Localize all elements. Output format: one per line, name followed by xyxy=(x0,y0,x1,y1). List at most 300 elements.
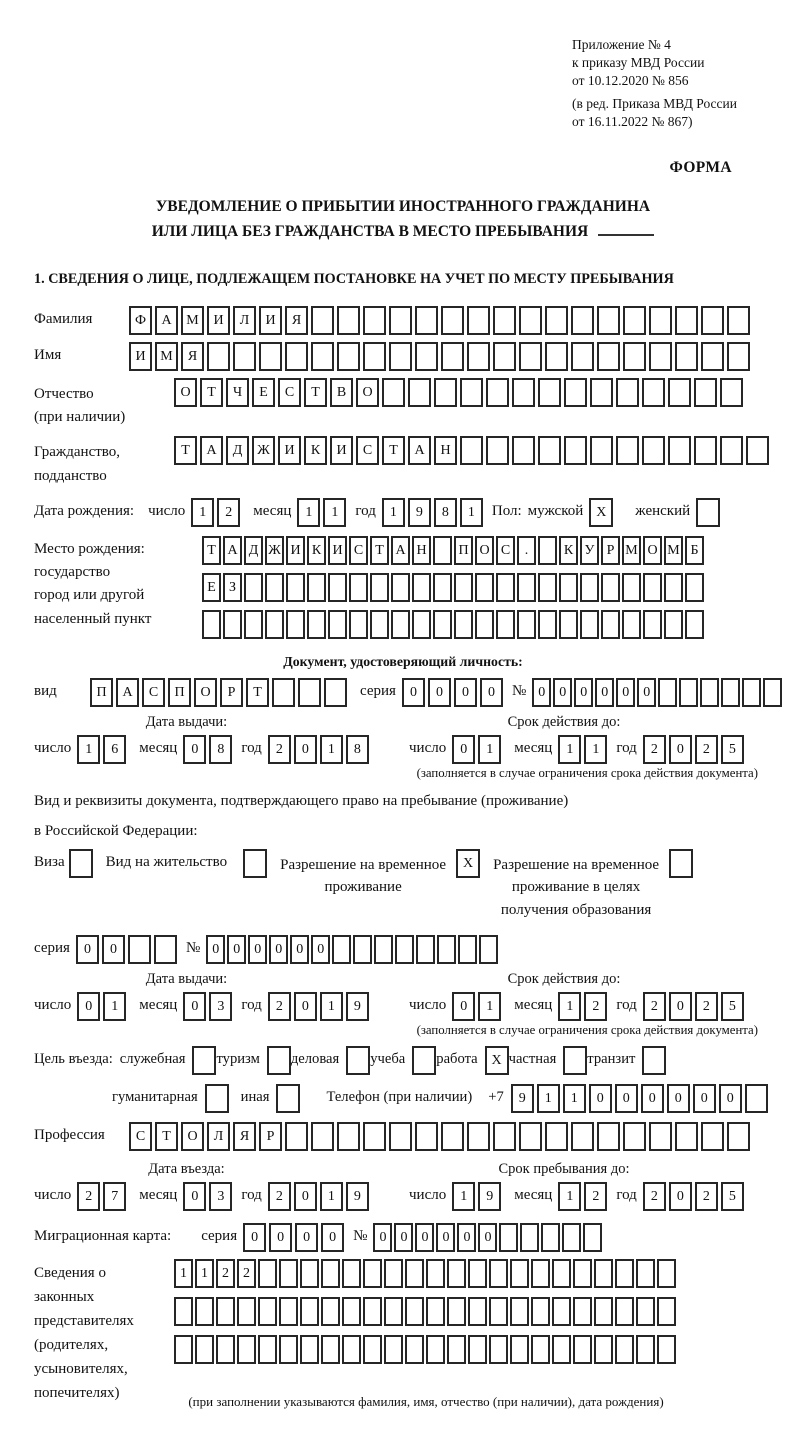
form-cell[interactable] xyxy=(468,1335,487,1364)
form-cell[interactable] xyxy=(616,436,639,465)
form-cell[interactable] xyxy=(538,610,557,639)
form-cell[interactable] xyxy=(405,1335,424,1364)
form-cell[interactable]: 0 xyxy=(719,1084,742,1113)
form-cell[interactable]: Н xyxy=(412,536,431,565)
form-cell[interactable]: 0 xyxy=(183,1182,206,1211)
form-cell[interactable] xyxy=(202,610,221,639)
form-cell[interactable] xyxy=(486,436,509,465)
purpose-transit-checkbox[interactable] xyxy=(642,1046,666,1075)
form-cell[interactable] xyxy=(531,1335,550,1364)
form-cell[interactable] xyxy=(391,610,410,639)
form-cell[interactable] xyxy=(679,678,698,707)
form-cell[interactable] xyxy=(311,342,334,371)
form-cell[interactable]: 2 xyxy=(643,735,666,764)
form-cell[interactable]: И xyxy=(278,436,301,465)
form-cell[interactable] xyxy=(571,342,594,371)
form-cell[interactable] xyxy=(272,678,295,707)
form-cell[interactable] xyxy=(622,610,641,639)
form-cell[interactable] xyxy=(258,1259,277,1288)
form-cell[interactable] xyxy=(559,610,578,639)
form-cell[interactable]: 0 xyxy=(641,1084,664,1113)
form-cell[interactable] xyxy=(321,1259,340,1288)
form-cell[interactable] xyxy=(517,610,536,639)
form-cell[interactable] xyxy=(415,342,438,371)
form-cell[interactable]: И xyxy=(259,306,282,335)
form-cell[interactable] xyxy=(300,1335,319,1364)
form-cell[interactable]: Ч xyxy=(226,378,249,407)
form-cell[interactable]: О xyxy=(174,378,197,407)
form-cell[interactable] xyxy=(426,1259,445,1288)
form-cell[interactable] xyxy=(552,1259,571,1288)
form-cell[interactable]: 0 xyxy=(553,678,572,707)
form-cell[interactable]: К xyxy=(307,536,326,565)
form-cell[interactable]: А xyxy=(408,436,431,465)
form-cell[interactable] xyxy=(244,610,263,639)
form-cell[interactable]: Т xyxy=(174,436,197,465)
form-cell[interactable]: 6 xyxy=(103,735,126,764)
form-cell[interactable] xyxy=(493,1122,516,1151)
form-cell[interactable]: 0 xyxy=(227,935,246,964)
form-cell[interactable] xyxy=(426,1297,445,1326)
form-cell[interactable]: 0 xyxy=(206,935,225,964)
form-cell[interactable] xyxy=(332,935,351,964)
form-cell[interactable] xyxy=(328,573,347,602)
form-cell[interactable] xyxy=(573,1297,592,1326)
form-cell[interactable] xyxy=(496,573,515,602)
form-cell[interactable]: 2 xyxy=(268,1182,291,1211)
form-cell[interactable] xyxy=(489,1297,508,1326)
form-cell[interactable] xyxy=(433,536,452,565)
form-cell[interactable]: 1 xyxy=(320,992,343,1021)
form-cell[interactable] xyxy=(389,306,412,335)
form-cell[interactable] xyxy=(538,378,561,407)
form-cell[interactable]: 0 xyxy=(183,992,206,1021)
form-cell[interactable] xyxy=(597,1122,620,1151)
form-cell[interactable] xyxy=(675,1122,698,1151)
form-cell[interactable] xyxy=(649,306,672,335)
form-cell[interactable]: А xyxy=(116,678,139,707)
form-cell[interactable] xyxy=(590,436,613,465)
form-cell[interactable]: А xyxy=(155,306,178,335)
form-cell[interactable] xyxy=(552,1297,571,1326)
form-cell[interactable]: 0 xyxy=(457,1223,476,1252)
form-cell[interactable]: 1 xyxy=(537,1084,560,1113)
form-cell[interactable] xyxy=(216,1297,235,1326)
form-cell[interactable]: З xyxy=(223,573,242,602)
form-cell[interactable] xyxy=(727,1122,750,1151)
form-cell[interactable]: И xyxy=(330,436,353,465)
form-cell[interactable]: 1 xyxy=(558,992,581,1021)
form-cell[interactable]: Н xyxy=(434,436,457,465)
purpose-private-checkbox[interactable] xyxy=(563,1046,587,1075)
form-cell[interactable]: 0 xyxy=(294,735,317,764)
form-cell[interactable] xyxy=(223,610,242,639)
residence-permit-checkbox[interactable] xyxy=(243,849,267,878)
form-cell[interactable] xyxy=(384,1259,403,1288)
form-cell[interactable]: Д xyxy=(226,436,249,465)
form-cell[interactable]: С xyxy=(349,536,368,565)
form-cell[interactable] xyxy=(433,610,452,639)
form-cell[interactable] xyxy=(475,610,494,639)
form-cell[interactable] xyxy=(307,573,326,602)
form-cell[interactable]: Л xyxy=(233,306,256,335)
form-cell[interactable]: 0 xyxy=(402,678,425,707)
form-cell[interactable] xyxy=(353,935,372,964)
form-cell[interactable] xyxy=(727,306,750,335)
form-cell[interactable] xyxy=(441,342,464,371)
form-cell[interactable] xyxy=(405,1297,424,1326)
form-cell[interactable] xyxy=(742,678,761,707)
form-cell[interactable]: Ж xyxy=(252,436,275,465)
form-cell[interactable] xyxy=(564,378,587,407)
form-cell[interactable]: 2 xyxy=(268,992,291,1021)
form-cell[interactable] xyxy=(265,573,284,602)
form-cell[interactable]: 0 xyxy=(589,1084,612,1113)
form-cell[interactable]: 1 xyxy=(174,1259,193,1288)
form-cell[interactable]: И xyxy=(207,306,230,335)
form-cell[interactable] xyxy=(370,610,389,639)
form-cell[interactable]: М xyxy=(664,536,683,565)
form-cell[interactable] xyxy=(195,1335,214,1364)
form-cell[interactable]: Т xyxy=(200,378,223,407)
form-cell[interactable] xyxy=(342,1297,361,1326)
form-cell[interactable] xyxy=(437,935,456,964)
form-cell[interactable] xyxy=(324,678,347,707)
form-cell[interactable] xyxy=(541,1223,560,1252)
form-cell[interactable] xyxy=(727,342,750,371)
form-cell[interactable] xyxy=(349,610,368,639)
form-cell[interactable] xyxy=(623,1122,646,1151)
form-cell[interactable] xyxy=(363,306,386,335)
form-cell[interactable]: У xyxy=(580,536,599,565)
form-cell[interactable]: 0 xyxy=(480,678,503,707)
form-cell[interactable] xyxy=(447,1335,466,1364)
form-cell[interactable]: 1 xyxy=(382,498,405,527)
form-cell[interactable] xyxy=(174,1297,193,1326)
form-cell[interactable] xyxy=(298,678,321,707)
visa-checkbox[interactable] xyxy=(69,849,93,878)
form-cell[interactable]: 0 xyxy=(76,935,99,964)
form-cell[interactable] xyxy=(349,573,368,602)
form-cell[interactable]: 0 xyxy=(394,1223,413,1252)
form-cell[interactable] xyxy=(520,1223,539,1252)
form-cell[interactable]: 1 xyxy=(320,1182,343,1211)
form-cell[interactable] xyxy=(434,378,457,407)
form-cell[interactable] xyxy=(636,1297,655,1326)
purpose-official-checkbox[interactable] xyxy=(192,1046,216,1075)
purpose-study-checkbox[interactable] xyxy=(412,1046,436,1075)
form-cell[interactable] xyxy=(512,436,535,465)
form-cell[interactable] xyxy=(597,306,620,335)
form-cell[interactable] xyxy=(441,1122,464,1151)
form-cell[interactable]: О xyxy=(643,536,662,565)
form-cell[interactable]: 9 xyxy=(478,1182,501,1211)
form-cell[interactable] xyxy=(685,610,704,639)
form-cell[interactable] xyxy=(328,610,347,639)
form-cell[interactable] xyxy=(657,1335,676,1364)
form-cell[interactable]: 0 xyxy=(77,992,100,1021)
form-cell[interactable] xyxy=(460,378,483,407)
form-cell[interactable]: В xyxy=(330,378,353,407)
form-cell[interactable] xyxy=(279,1259,298,1288)
form-cell[interactable]: Т xyxy=(202,536,221,565)
form-cell[interactable] xyxy=(467,306,490,335)
form-cell[interactable] xyxy=(237,1335,256,1364)
form-cell[interactable]: 0 xyxy=(452,992,475,1021)
form-cell[interactable] xyxy=(415,1122,438,1151)
purpose-work-checkbox[interactable]: X xyxy=(485,1046,509,1075)
form-cell[interactable]: 8 xyxy=(209,735,232,764)
form-cell[interactable]: С xyxy=(496,536,515,565)
form-cell[interactable]: 8 xyxy=(346,735,369,764)
temp-permit-checkbox[interactable]: X xyxy=(456,849,480,878)
form-cell[interactable]: С xyxy=(142,678,165,707)
form-cell[interactable] xyxy=(594,1259,613,1288)
form-cell[interactable] xyxy=(746,436,769,465)
form-cell[interactable] xyxy=(416,935,435,964)
form-cell[interactable] xyxy=(128,935,151,964)
form-cell[interactable]: 2 xyxy=(584,1182,607,1211)
form-cell[interactable] xyxy=(545,342,568,371)
form-cell[interactable]: М xyxy=(181,306,204,335)
form-cell[interactable]: 9 xyxy=(346,992,369,1021)
form-cell[interactable]: 0 xyxy=(532,678,551,707)
form-cell[interactable] xyxy=(216,1335,235,1364)
form-cell[interactable]: Т xyxy=(304,378,327,407)
form-cell[interactable]: И xyxy=(286,536,305,565)
form-cell[interactable]: 5 xyxy=(721,992,744,1021)
form-cell[interactable] xyxy=(643,610,662,639)
form-cell[interactable]: А xyxy=(223,536,242,565)
form-cell[interactable] xyxy=(342,1259,361,1288)
form-cell[interactable] xyxy=(580,573,599,602)
form-cell[interactable] xyxy=(363,342,386,371)
form-cell[interactable]: Л xyxy=(207,1122,230,1151)
form-cell[interactable] xyxy=(285,342,308,371)
form-cell[interactable] xyxy=(384,1335,403,1364)
purpose-tourism-checkbox[interactable] xyxy=(267,1046,291,1075)
form-cell[interactable]: 0 xyxy=(669,992,692,1021)
form-cell[interactable]: П xyxy=(454,536,473,565)
form-cell[interactable] xyxy=(426,1335,445,1364)
form-cell[interactable]: 2 xyxy=(237,1259,256,1288)
form-cell[interactable]: Е xyxy=(252,378,275,407)
form-cell[interactable]: 2 xyxy=(584,992,607,1021)
form-cell[interactable]: 5 xyxy=(721,735,744,764)
form-cell[interactable]: Т xyxy=(370,536,389,565)
form-cell[interactable]: И xyxy=(129,342,152,371)
form-cell[interactable] xyxy=(286,573,305,602)
sex-male-checkbox[interactable]: X xyxy=(589,498,613,527)
form-cell[interactable] xyxy=(412,610,431,639)
form-cell[interactable] xyxy=(636,1259,655,1288)
form-cell[interactable]: Я xyxy=(181,342,204,371)
form-cell[interactable] xyxy=(493,342,516,371)
form-cell[interactable]: О xyxy=(356,378,379,407)
form-cell[interactable]: 1 xyxy=(103,992,126,1021)
form-cell[interactable] xyxy=(337,342,360,371)
form-cell[interactable]: 0 xyxy=(290,935,309,964)
purpose-other-checkbox[interactable] xyxy=(276,1084,300,1113)
form-cell[interactable]: К xyxy=(304,436,327,465)
form-cell[interactable]: Е xyxy=(202,573,221,602)
form-cell[interactable]: 2 xyxy=(268,735,291,764)
form-cell[interactable] xyxy=(545,306,568,335)
form-cell[interactable]: 0 xyxy=(269,1223,292,1252)
form-cell[interactable] xyxy=(657,1259,676,1288)
form-cell[interactable]: 8 xyxy=(434,498,457,527)
form-cell[interactable] xyxy=(286,610,305,639)
form-cell[interactable]: А xyxy=(391,536,410,565)
form-cell[interactable]: 0 xyxy=(248,935,267,964)
form-cell[interactable]: . xyxy=(517,536,536,565)
form-cell[interactable] xyxy=(701,306,724,335)
form-cell[interactable] xyxy=(721,678,740,707)
form-cell[interactable] xyxy=(519,1122,542,1151)
form-cell[interactable] xyxy=(649,1122,672,1151)
form-cell[interactable]: М xyxy=(622,536,641,565)
form-cell[interactable] xyxy=(307,610,326,639)
form-cell[interactable] xyxy=(395,935,414,964)
form-cell[interactable]: 1 xyxy=(563,1084,586,1113)
form-cell[interactable] xyxy=(642,436,665,465)
form-cell[interactable]: Т xyxy=(382,436,405,465)
form-cell[interactable] xyxy=(594,1297,613,1326)
form-cell[interactable] xyxy=(649,342,672,371)
form-cell[interactable]: 0 xyxy=(452,735,475,764)
form-cell[interactable]: 5 xyxy=(721,1182,744,1211)
form-cell[interactable]: А xyxy=(200,436,223,465)
form-cell[interactable]: 1 xyxy=(558,735,581,764)
form-cell[interactable] xyxy=(694,378,717,407)
form-cell[interactable]: К xyxy=(559,536,578,565)
form-cell[interactable] xyxy=(685,573,704,602)
form-cell[interactable]: 0 xyxy=(311,935,330,964)
form-cell[interactable]: 0 xyxy=(269,935,288,964)
form-cell[interactable] xyxy=(510,1297,529,1326)
form-cell[interactable] xyxy=(311,306,334,335)
form-cell[interactable]: 2 xyxy=(695,992,718,1021)
form-cell[interactable]: 0 xyxy=(615,1084,638,1113)
form-cell[interactable] xyxy=(623,306,646,335)
form-cell[interactable]: 1 xyxy=(195,1259,214,1288)
form-cell[interactable] xyxy=(337,306,360,335)
form-cell[interactable] xyxy=(408,378,431,407)
form-cell[interactable] xyxy=(657,1297,676,1326)
form-cell[interactable] xyxy=(668,436,691,465)
form-cell[interactable] xyxy=(321,1297,340,1326)
form-cell[interactable] xyxy=(382,378,405,407)
form-cell[interactable] xyxy=(636,1335,655,1364)
form-cell[interactable]: Б xyxy=(685,536,704,565)
form-cell[interactable]: 1 xyxy=(478,735,501,764)
form-cell[interactable]: Я xyxy=(285,306,308,335)
form-cell[interactable] xyxy=(580,610,599,639)
form-cell[interactable]: О xyxy=(181,1122,204,1151)
form-cell[interactable] xyxy=(489,1259,508,1288)
form-cell[interactable] xyxy=(174,1335,193,1364)
form-cell[interactable]: Р xyxy=(220,678,243,707)
place-number-blank[interactable] xyxy=(598,221,654,236)
form-cell[interactable] xyxy=(745,1084,768,1113)
form-cell[interactable]: С xyxy=(129,1122,152,1151)
form-cell[interactable]: П xyxy=(90,678,113,707)
purpose-business-checkbox[interactable] xyxy=(346,1046,370,1075)
form-cell[interactable]: 3 xyxy=(209,1182,232,1211)
form-cell[interactable] xyxy=(643,573,662,602)
form-cell[interactable] xyxy=(441,306,464,335)
form-cell[interactable]: 0 xyxy=(574,678,593,707)
form-cell[interactable] xyxy=(486,378,509,407)
form-cell[interactable]: 9 xyxy=(408,498,431,527)
form-cell[interactable]: П xyxy=(168,678,191,707)
form-cell[interactable] xyxy=(300,1297,319,1326)
form-cell[interactable] xyxy=(531,1259,550,1288)
form-cell[interactable] xyxy=(700,678,719,707)
form-cell[interactable]: 2 xyxy=(77,1182,100,1211)
form-cell[interactable] xyxy=(622,573,641,602)
form-cell[interactable] xyxy=(496,610,515,639)
form-cell[interactable] xyxy=(642,378,665,407)
form-cell[interactable] xyxy=(195,1297,214,1326)
form-cell[interactable] xyxy=(447,1259,466,1288)
form-cell[interactable] xyxy=(675,306,698,335)
form-cell[interactable] xyxy=(658,678,677,707)
form-cell[interactable] xyxy=(467,1122,490,1151)
form-cell[interactable] xyxy=(573,1259,592,1288)
form-cell[interactable]: 1 xyxy=(320,735,343,764)
form-cell[interactable] xyxy=(590,378,613,407)
form-cell[interactable] xyxy=(701,342,724,371)
form-cell[interactable]: 3 xyxy=(209,992,232,1021)
form-cell[interactable] xyxy=(531,1297,550,1326)
form-cell[interactable] xyxy=(300,1259,319,1288)
form-cell[interactable] xyxy=(363,1259,382,1288)
form-cell[interactable] xyxy=(538,436,561,465)
purpose-humanitarian-checkbox[interactable] xyxy=(205,1084,229,1113)
form-cell[interactable] xyxy=(258,1297,277,1326)
form-cell[interactable]: 1 xyxy=(460,498,483,527)
form-cell[interactable]: Т xyxy=(155,1122,178,1151)
sex-female-checkbox[interactable] xyxy=(696,498,720,527)
form-cell[interactable] xyxy=(583,1223,602,1252)
form-cell[interactable] xyxy=(412,573,431,602)
form-cell[interactable] xyxy=(258,1335,277,1364)
form-cell[interactable] xyxy=(573,1335,592,1364)
form-cell[interactable]: Р xyxy=(601,536,620,565)
form-cell[interactable]: 0 xyxy=(294,992,317,1021)
form-cell[interactable] xyxy=(374,935,393,964)
form-cell[interactable] xyxy=(321,1335,340,1364)
form-cell[interactable] xyxy=(510,1259,529,1288)
form-cell[interactable] xyxy=(237,1297,256,1326)
form-cell[interactable] xyxy=(564,436,587,465)
form-cell[interactable] xyxy=(391,573,410,602)
edu-permit-checkbox[interactable] xyxy=(669,849,693,878)
form-cell[interactable] xyxy=(615,1259,634,1288)
form-cell[interactable] xyxy=(720,436,743,465)
form-cell[interactable]: 7 xyxy=(103,1182,126,1211)
form-cell[interactable]: 2 xyxy=(643,992,666,1021)
form-cell[interactable] xyxy=(363,1335,382,1364)
form-cell[interactable] xyxy=(384,1297,403,1326)
form-cell[interactable] xyxy=(559,573,578,602)
form-cell[interactable]: 1 xyxy=(77,735,100,764)
form-cell[interactable] xyxy=(694,436,717,465)
form-cell[interactable]: О xyxy=(475,536,494,565)
form-cell[interactable]: 0 xyxy=(669,735,692,764)
form-cell[interactable] xyxy=(664,610,683,639)
